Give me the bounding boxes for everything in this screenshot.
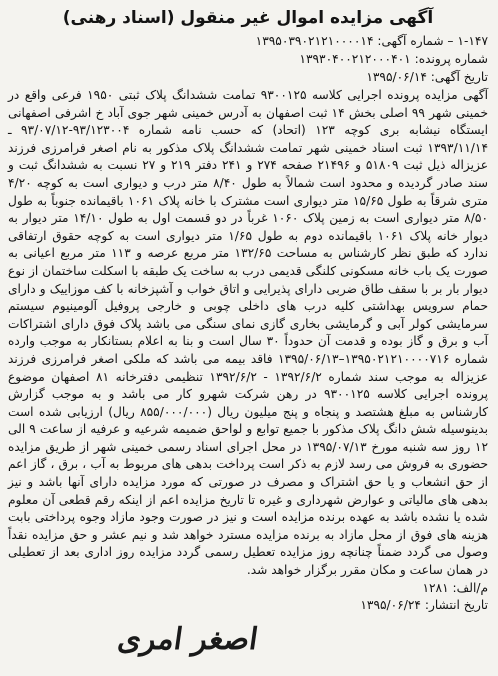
ad-number-line: ۱-۱۴۷ – شماره آگهی: ۱۳۹۵۰۳۹۰۲۱۲۱۰۰۰۰۱۴ <box>255 34 488 48</box>
notice-meta <box>8 32 488 86</box>
notice-body: آگهی مزایده پرونده اجرایی کلاسه ۹۳۰۰۱۲۵ تمامت ششدانگ پلاک ثبتی ۱۹۵۰ فرعی واقع در خمینی شهر ۹۹ اصلی بخش ۱۴ ثبت اصفهان به آدرس خمینی شهر جوی آباد خ اشرفی اصفهانی ایستگاه نیشابه بری کوچه ۱۲۳ (اتحاد) که حسب نامه شماره ۹۳/۱۲۳۰۰۴-۹۳/۰۷/۱۲ ـ ۱۳۹۳/۱۱/۱۴ ثبت اسناد خمینی شهر تمامت ششدانگ پلاک مذکور به نام اصغر فرامرزی فرزند عزیزاله ذیل ثبت ۵۱۸۰۹ و ۲۱۴۹۶ صفحه ۲۷۴ و ۲۴۱ دفتر ۲۱۹ و ۲۷ نسبت به ششدانگ ثبت و سند صادر گردیده و محدود است شمالاً به طول ۸/۴۰ متر درب و دیواری است به کوچه ۴/۲۰ متری شرقاً به طول ۱۵/۶۵ متر دیواری است مشترک با خانه پلاک ۱۰۶۱ باقیمانده جنوباً به طول ۸/۵۰ متر دیواری است به زمین پلاک ۱۰۶۰ غرباً در دو قسمت اول به طول ۱۴/۱۰ متر دیوار به دیوار خانه پلاک ۱۰۶۱ باقیمانده دوم به طول ۱/۶۵ متر دیواری است به کوچه حقوق ارتفاقی ندارد که طبق نظر کارشناس به مساحت ۱۳۲/۶۵ متر مربع عرصه و ۱۱۳ متر مربع اعیانی به صورت یک باب خانه مسکونی کلنگی قدیمی درب به ساخت یک طبقه با اسکلت ساختمان از نوع دیوار بار بر با سقف طاق ضربی دارای پذیرایی و اتاق خواب و آشپزخانه با کف موزاییک و دارای حمام سرویس بهداشتی کلیه درب های داخلی چوبی و خارجی پروفیل آلومینیوم سیستم سرمایشی کولر آبی و گرمایشی بخاری گازی نمای سنگی می باشد پلاک فوق دارای اشتراکات آب و برق و گاز بوده و قدمت آن حدوداً ۳۰ سال است و بنا به اعلام بستانکار به موجب وارده شماره ۱۳۹۵۰۲۱۲۱۰۰۰۰۷۱۶–۱۳۹۵/۰۶/۱۳ فاقد بیمه می باشد که ملکی اصغر فرامرزی فرزند عزیزاله به موجب سند شماره ۱۳۹۲/۶/۲ - ۱۳۹۲/۶/۲ تنظیمی دفترخانه ۸۱ اصفهان موضوع پرونده اجرایی کلاسه ۹۳۰۰۱۲۵ در رهن شرکت شهرو کار می باشد و به موجب گزارش کارشناس به مبلغ هشتصد و پنجاه و پنج میلیون ریال (۸۵۵/۰۰۰/۰۰۰ ریال) ارزیابی شده است بدینوسیله شش دانگ پلاک مذکور با جمیع توابع و لواحق ضمیمه شرعیه و عرفیه از ساعت ۹ الی ۱۲ روز سه شنبه مورخ ۱۳۹۵/۰۷/۱۳ در محل اجرای اسناد رسمی خمینی شهر از طریق مزایده حضوری به فروش می رسد لازم به ذکر است پرداخت بدهی های مربوط به آب ، برق ، گاز اعم از حق انشعاب و یا حق اشتراک و مصرف در صورتی که مورد مزایده دارای آنها باشد و نیز بدهی های مالیاتی و عوارض شهرداری و غیره تا تاریخ مزایده اعم از اینکه رقم قطعی آن معلوم شده یا نشده باشد به عهده برنده مزایده است و نیز در صورت وجود مازاد وجوه پرداختی بابت هزینه های فوق از محل مازاد به برنده مزایده مسترد خواهد شد و نیم عشر و حق مزایده نقداً وصول می گردد ضمناً چنانچه روز مزایده تعطیل رسمی گردد مزایده روز اداری بعد از تعطیلی در همان ساعت و مکان مقرر برگزار خواهد شد. <box>8 88 489 578</box>
reference-number: م/الف: ۱۲۸۱ <box>422 580 488 595</box>
publish-date: تاریخ انتشار: ۱۳۹۵/۰۶/۲۴ <box>360 598 488 613</box>
case-number-line: شماره پرونده: ۱۳۹۳۰۴۰۰۲۱۲۰۰۰۴۰۱ <box>299 52 488 66</box>
signature-text: اصغر امری <box>115 622 261 657</box>
ad-date-line: تاریخ آگهی: ۱۳۹۵/۰۶/۱۴ <box>366 70 488 84</box>
notice-title: آگهی مزایده اموال غیر منقول (اسناد رهنی) <box>62 8 434 28</box>
notice-footer <box>8 580 488 615</box>
handwritten-signature <box>115 622 261 670</box>
